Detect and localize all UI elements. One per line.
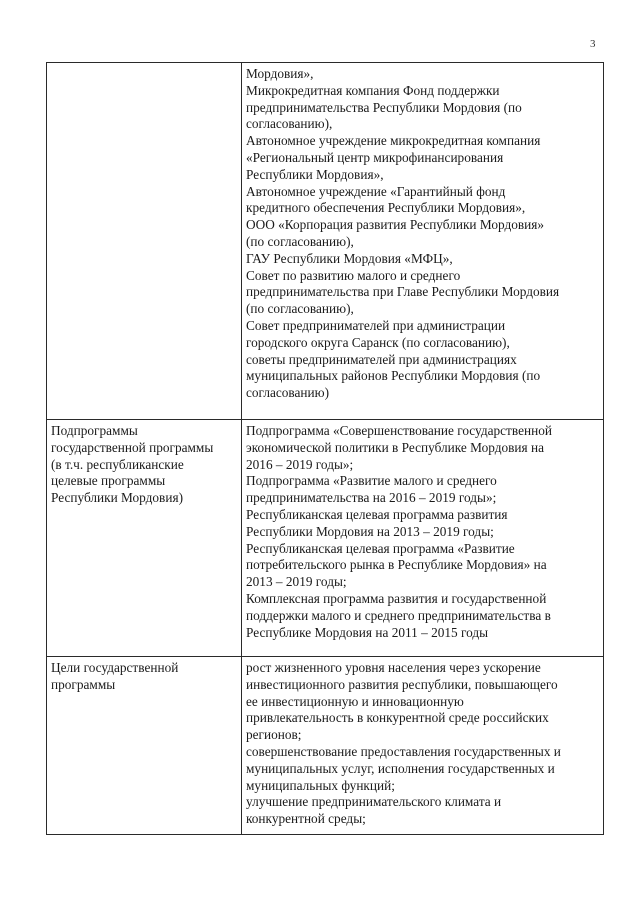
row-label-participants <box>47 63 242 420</box>
content-line: предпринимательства при Главе Республики Мордовия <box>246 284 560 300</box>
content-line: ГАУ Республики Мордовия «МФЦ», <box>246 250 453 266</box>
content-line: (по согласованию), <box>246 301 354 317</box>
content-line: советы предпринимателей при администрациях <box>246 351 517 367</box>
content-line: Комплексная программа развития и государственной <box>246 590 547 606</box>
content-line: кредитного обеспечения Республики Мордовия», <box>246 200 526 216</box>
label-line: Подпрограммы <box>51 423 138 438</box>
label-line: государственной программы <box>51 439 214 455</box>
content-line: Автономное учреждение «Гарантийный фонд <box>246 183 506 199</box>
page-number: 3 <box>590 38 596 50</box>
content-line: согласованию) <box>246 385 330 401</box>
content-line: привлекательность в конкурентной среде российских <box>246 710 549 726</box>
content-line: муниципальных районов Республики Мордовия (по <box>246 368 541 384</box>
content-line: Мордовия», <box>246 66 314 81</box>
content-line: (по согласованию), <box>246 233 354 249</box>
content-line: регионов; <box>246 727 302 743</box>
content-line: конкурентной среды; <box>246 811 366 827</box>
label-line: Республики Мордовия) <box>51 490 183 506</box>
label-line: программы <box>51 676 116 692</box>
content-line: поддержки малого и среднего предпринимательства в <box>246 607 551 623</box>
content-line: Республики Мордовия на 2013 – 2019 годы; <box>246 523 494 539</box>
content-line: согласованию), <box>246 116 333 132</box>
content-line: Микрокредитная компания Фонд поддержки <box>246 82 500 98</box>
content-line: предпринимательства на 2016 – 2019 годы»; <box>246 490 497 506</box>
content-line: рост жизненного уровня населения через ускорение <box>246 660 541 675</box>
content-line: Автономное учреждение микрокредитная компания <box>246 133 541 149</box>
content-line: Республиканская целевая программа развития <box>246 506 508 522</box>
row-content-subprograms <box>242 420 604 657</box>
content-line: ее инвестиционную и инновационную <box>246 693 464 709</box>
content-line: улучшение предпринимательского климата и <box>246 794 502 810</box>
content-line: предпринимательства Республики Мордовия (по <box>246 99 522 115</box>
table-row-subprograms <box>47 420 604 657</box>
content-line: совершенствование предоставления государственных и <box>246 743 561 759</box>
content-line: Подпрограмма «Развитие малого и среднего <box>246 473 497 489</box>
content-line: Совет по развитию малого и среднего <box>246 267 461 283</box>
label-line: (в т.ч. республиканские <box>51 456 184 472</box>
content-line: потребительского рынка в Республике Мордовия» на <box>246 557 547 573</box>
content-line: Республике Мордовия на 2011 – 2015 годы <box>246 624 489 640</box>
content-line: Республики Мордовия», <box>246 166 384 182</box>
table-row-participants <box>47 63 604 420</box>
label-line: Цели государственной <box>51 660 179 675</box>
content-line: 2013 – 2019 годы; <box>246 574 347 590</box>
content-line: 2016 – 2019 годы»; <box>246 456 354 472</box>
row-label-goals <box>47 657 242 835</box>
content-line: муниципальных услуг, исполнения государственных и <box>246 760 555 776</box>
content-line: ООО «Корпорация развития Республики Мордовия» <box>246 217 545 233</box>
program-passport-table <box>46 62 604 835</box>
content-line: муниципальных функций; <box>246 777 395 793</box>
row-content-goals <box>242 657 604 835</box>
content-line: «Региональный центр микрофинансирования <box>246 149 504 165</box>
content-line: городского округа Саранск (по согласованию), <box>246 334 510 350</box>
content-line: Подпрограмма «Совершенствование государственной <box>246 423 552 438</box>
table-row-goals <box>47 657 604 835</box>
content-line: инвестиционного развития республики, повышающего <box>246 676 558 692</box>
label-line: целевые программы <box>51 473 166 489</box>
content-line: экономической политики в Республике Мордовия на <box>246 439 545 455</box>
content-line: Совет предпринимателей при администрации <box>246 317 506 333</box>
row-label-subprograms <box>47 420 242 657</box>
row-content-participants <box>242 63 604 420</box>
content-line: Республиканская целевая программа «Развитие <box>246 540 515 556</box>
